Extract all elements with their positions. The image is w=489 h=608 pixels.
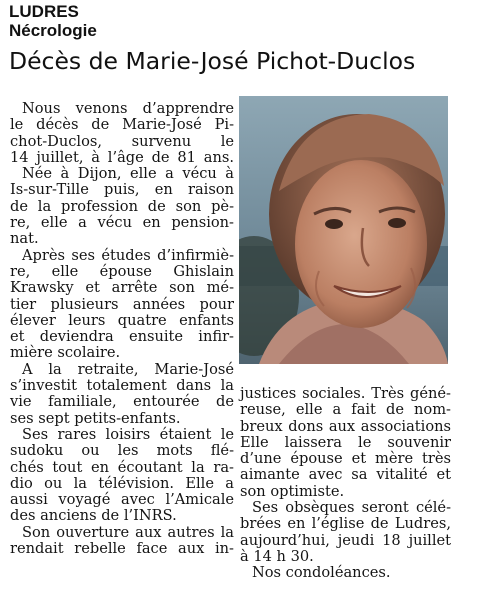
text-line: mière scolaire. <box>10 344 121 362</box>
article-headline: Décès de Marie-José Pichot-Duclos <box>9 47 416 75</box>
text-line: Krawsky et arrête son mé- <box>10 279 234 297</box>
text-line: 14 juillet, à l’âge de 81 ans. <box>10 148 234 166</box>
text-line: nat. <box>10 230 39 248</box>
text-line: A la retraite, Marie-José <box>22 360 234 378</box>
text-line: rendait rebelle face aux in- <box>10 540 234 558</box>
text-line: et deviendra ensuite infir- <box>10 328 234 346</box>
text-line: le décès de Marie-José Pi- <box>10 116 234 134</box>
text-line: s’investit totalement dans la <box>10 377 234 395</box>
text-line: brées en l’église de Ludres, <box>240 515 451 533</box>
text-line: Ses obsèques seront célé- <box>252 499 451 517</box>
text-line: breux dons aux associations <box>240 417 451 435</box>
text-line: sudoku ou les mots flé- <box>10 442 234 460</box>
article-column-1 <box>10 101 234 557</box>
text-line: des anciens de l’INRS. <box>10 507 177 525</box>
text-line: son optimiste. <box>240 482 345 500</box>
text-line: re, elle épouse Ghislain <box>10 262 234 280</box>
text-line: chot-Duclos, survenu le <box>10 132 234 150</box>
text-line: Elle laissera le souvenir <box>240 433 451 451</box>
text-line: aussi voyagé avec l’Amicale <box>10 491 234 509</box>
text-line: Née à Dijon, elle a vécu à <box>22 165 234 183</box>
article-column-2 <box>240 386 451 582</box>
text-line: ses sept petits-enfants. <box>10 409 181 427</box>
section-label: LUDRES <box>9 2 79 21</box>
rubric-label: Nécrologie <box>9 21 97 40</box>
text-line: dio ou la télévision. Elle a <box>10 474 234 492</box>
text-line: Après ses études d’infirmiè- <box>22 246 234 264</box>
text-line: justices sociales. Très géné- <box>240 385 451 402</box>
text-line: Nous venons d’apprendre <box>22 100 234 117</box>
text-line: à 14 h 30. <box>240 547 314 565</box>
text-line: aimante avec sa vitalité et <box>240 466 451 484</box>
text-line: re, elle a vécu en pension- <box>10 214 234 232</box>
text-line: d’une épouse et mère très <box>240 450 451 468</box>
text-line: tier plusieurs années pour <box>10 295 234 313</box>
text-line: chés tout en écoutant la ra- <box>10 458 234 476</box>
text-line: Nos condoléances. <box>252 564 391 582</box>
text-line: vie familiale, entourée de <box>10 393 234 411</box>
text-line: Son ouverture aux autres la <box>22 523 234 541</box>
text-line: de la profession de son pè- <box>10 197 234 215</box>
portrait-photo <box>239 96 448 364</box>
text-line: Ses rares loisirs étaient le <box>22 425 234 443</box>
text-line: reuse, elle a fait de nom- <box>240 401 451 419</box>
text-line: aujourd’hui, jeudi 18 juillet <box>240 531 451 549</box>
text-line: élever leurs quatre enfants <box>10 311 234 329</box>
text-line: Is-sur-Tille puis, en raison <box>10 181 234 199</box>
